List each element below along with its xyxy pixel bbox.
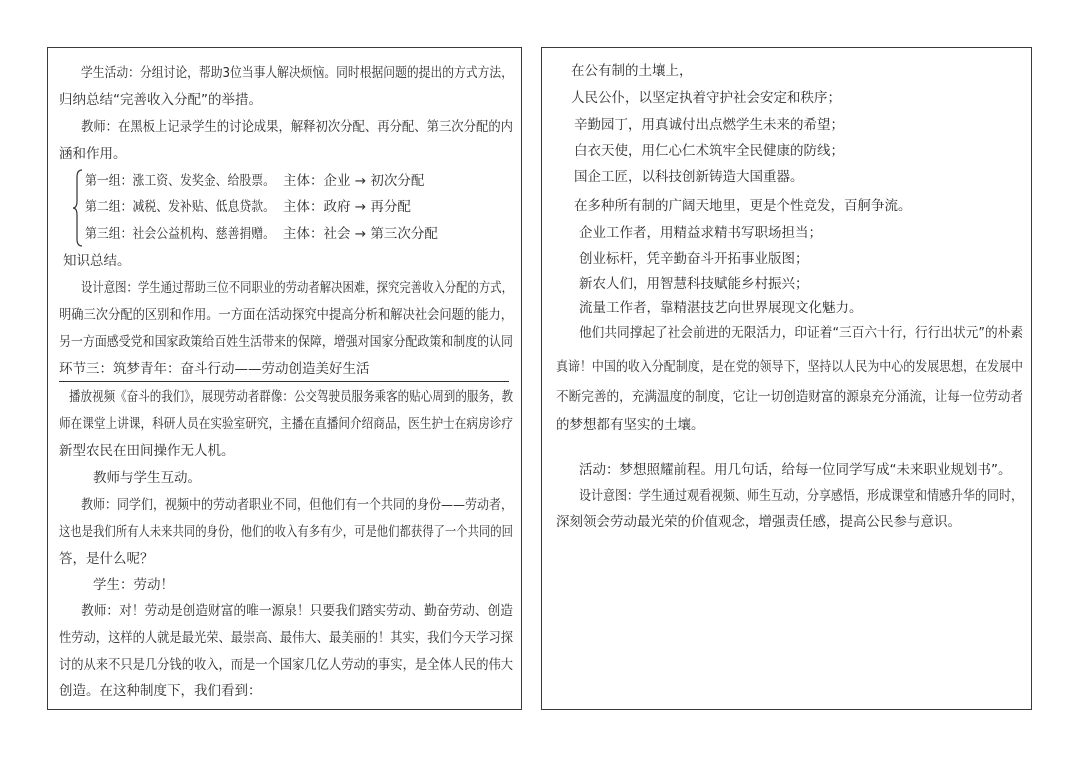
- worker-example-line: 人民公仆，以坚定执着守护社会安定和秩序；: [571, 90, 841, 106]
- teacher-response-line: 讨的从来不只是几分钱的收入，而是一个国家几亿人劳动的事实，是全体人民的伟大: [59, 657, 513, 673]
- video-description-line: 播放视频《奋斗的我们》，展现劳动者群像：公交驾驶员服务乘客的贴心周到的服务，教: [69, 389, 513, 405]
- teacher-response-line: 性劳动，这样的人就是最光荣、最崇高、最伟大、最美丽的！其实，我们今天学习探: [59, 630, 513, 646]
- teacher-question-line: 答，是什么呢？: [59, 551, 154, 567]
- conclusion-line: 真谛！中国的收入分配制度，是在党的领导下，坚持以人民为中心的发展思想，在发展中: [556, 359, 1023, 375]
- teacher-question-line: 教师：同学们，视频中的劳动者职业不同，但他们有一个共同的身份——劳动者，: [81, 497, 513, 513]
- worker-example-line: 国企工匠，以科技创新铸造大国重器。: [574, 169, 804, 185]
- group-3-subject: 主体：社会 → 第三次分配: [283, 226, 438, 242]
- left-page: [47, 47, 522, 710]
- worker-example-line: 企业工作者，用精益求精书写职场担当；: [579, 225, 822, 241]
- design-intent-line: 设计意图：学生通过帮助三位不同职业的劳动者解决困难，探究完善收入分配的方式，: [81, 280, 513, 296]
- knowledge-summary: 知识总结。: [63, 253, 131, 269]
- activity-line: 活动：梦想照耀前程。用几句话，给每一位同学写成“未来职业规划书”。: [579, 462, 1012, 478]
- video-description-line: 师在课堂上讲课，科研人员在实验室研究，主播在直播间介绍商品，医生护士在病房诊疗: [59, 416, 513, 432]
- group-1-subject: 主体：企业 → 初次分配: [283, 173, 425, 189]
- group-2-subject: 主体：政府 → 再分配: [283, 199, 411, 215]
- worker-example-line: 流量工作者，靠精湛技艺向世界展现文化魅力。: [579, 300, 863, 316]
- teacher-explanation-line: 教师：在黑板上记录学生的讨论成果，解释初次分配、再分配、第三次分配的内: [81, 119, 513, 135]
- worker-example-line: 创业标杆，凭辛勤奋斗开拓事业版图；: [579, 251, 809, 267]
- worker-example-line: 新农人们，用智慧科技赋能乡村振兴；: [579, 276, 809, 292]
- interaction-label: 教师与学生互动。: [93, 470, 201, 486]
- group-3-members: 第三组：社会公益机构、慈善捐赠。: [85, 226, 275, 242]
- design-intent-line: 深刻领会劳动最光荣的价值观念，增强责任感，提高公民参与意识。: [556, 514, 961, 530]
- design-intent-line: 另一方面感受党和国家政策给百姓生活带来的保障，增强对国家分配政策和制度的认同: [59, 334, 513, 350]
- student-answer: 学生：劳动！: [93, 577, 174, 593]
- conclusion-line: 的梦想都有坚实的土壤。: [556, 417, 705, 433]
- group-bracket: [72, 169, 84, 247]
- student-activity-line: 归纳总结“完善收入分配”的举措。: [59, 92, 262, 108]
- section-heading-underline: [59, 381, 509, 382]
- right-page: [541, 47, 1032, 710]
- mixed-ownership-intro: 在多种所有制的广阔天地里，更是个性竞发，百舸争流。: [574, 198, 912, 214]
- design-intent-line: 明确三次分配的区别和作用。一方面在活动探究中提高分析和解决社会问题的能力，: [59, 307, 513, 323]
- conclusion-line: 他们共同撑起了社会前进的无限活力，印证着“三百六十行，行行出状元”的朴素: [579, 325, 1023, 341]
- group-2-members: 第二组：减税、发补贴、低息贷款。: [85, 199, 275, 215]
- student-activity-line: 学生活动：分组讨论，帮助3位当事人解决烦恼。同时根据问题的提出的方式方法，: [81, 65, 513, 81]
- conclusion-line: 不断完善的，充满温度的制度，它让一切创造财富的源泉充分涌流，让每一位劳动者: [556, 389, 1023, 405]
- public-ownership-intro: 在公有制的土壤上，: [571, 63, 693, 79]
- teacher-question-line: 这也是我们所有人未来共同的身份，他们的收入有多有少，可是他们都获得了一个共同的回: [59, 524, 513, 540]
- worker-example-line: 辛勤园丁，用真诚付出点燃学生未来的希望；: [574, 117, 844, 133]
- worker-example-line: 白衣天使，用仁心仁术筑牢全民健康的防线；: [574, 143, 844, 159]
- teacher-response-line: 教师：对！劳动是创造财富的唯一源泉！只要我们踏实劳动、勤奋劳动、创造: [81, 603, 513, 619]
- design-intent-line: 设计意图：学生通过观看视频、师生互动，分享感悟，形成课堂和情感升华的同时，: [579, 488, 1023, 504]
- teacher-response-line: 创造。在这种制度下，我们看到：: [59, 683, 262, 699]
- teacher-explanation-line: 涵和作用。: [59, 146, 127, 162]
- group-1-members: 第一组：涨工资、发奖金、给股票。: [85, 173, 275, 189]
- section-heading: 环节三：筑梦青年：奋斗行动——劳动创造美好生活: [59, 361, 370, 377]
- video-description-line: 新型农民在田间操作无人机。: [59, 443, 235, 459]
